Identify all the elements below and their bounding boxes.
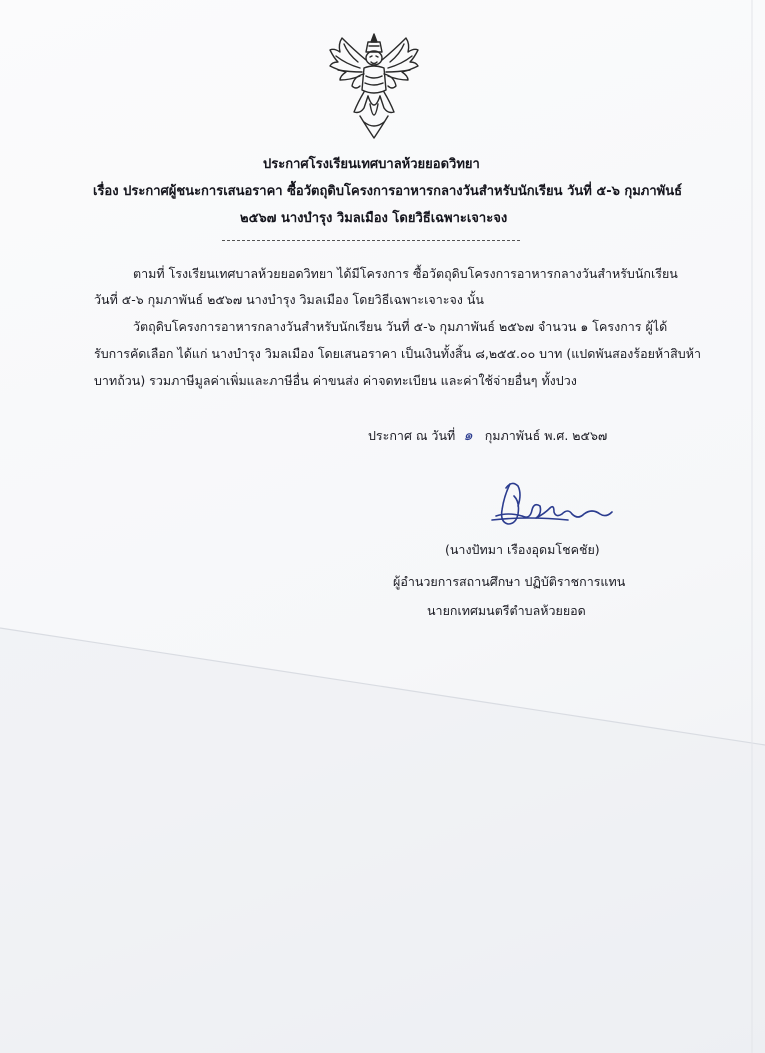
paragraph1-line1: ตามที่ โรงเรียนเทศบาลห้วยยอดวิทยา ได้มีโครงการ ซื้อวัตถุดิบโครงการอาหารกลางวันสำหรับนักเรียน: [133, 266, 678, 281]
signatory-name: (นางปัทมา เรืองอุดมโชคชัย): [445, 542, 600, 557]
handwritten-signature: [488, 476, 618, 538]
document-subject-line2: ๒๕๖๗ นางบำรุง วิมลเมือง โดยวิธีเฉพาะเจาะจง: [240, 211, 508, 226]
document-subject-line1: เรื่อง ประกาศผู้ชนะการเสนอราคา ซื้อวัตถุดิบโครงการอาหารกลางวันสำหรับนักเรียน วันที่ ๕-๖ กุมภาพันธ์: [93, 184, 683, 199]
announcement-prefix: ประกาศ ณ วันที่: [368, 428, 456, 443]
announcement-date: [368, 423, 607, 447]
signatory-position2: นายกเทศมนตรีตำบลห้วยยอด: [427, 603, 586, 618]
paragraph2-line2: รับการคัดเลือก ได้แก่ นางบำรุง วิมลเมือง โดยเสนอราคา เป็นเงินทั้งสิ้น ๘,๒๕๕.๐๐ บาท (แปดพันสองร้อยห้าสิบห้า: [94, 346, 701, 361]
signatory-position1: ผู้อำนวยการสถานศึกษา ปฏิบัติราชการแทน: [393, 574, 626, 589]
header-divider: [222, 240, 520, 241]
announcement-month-year: กุมภาพันธ์ พ.ศ. ๒๕๖๗: [484, 428, 608, 443]
paragraph2-line1: วัตถุดิบโครงการอาหารกลางวันสำหรับนักเรียน วันที่ ๕-๖ กุมภาพันธ์ ๒๕๖๗ จำนวน ๑ โครงการ ผู้ได้: [133, 319, 668, 334]
paragraph1-line2: วันที่ ๕-๖ กุมภาพันธ์ ๒๕๖๗ นางบำรุง วิมลเมือง โดยวิธีเฉพาะเจาะจง นั้น: [94, 292, 484, 307]
document-title: ประกาศโรงเรียนเทศบาลห้วยยอดวิทยา: [263, 157, 480, 172]
announcement-day: ๑: [463, 426, 473, 444]
paragraph2-line3: บาทถ้วน) รวมภาษีมูลค่าเพิ่มและภาษีอื่น ค่าขนส่ง ค่าจดทะเบียน และค่าใช้จ่ายอื่นๆ ทั้งปวง: [94, 373, 577, 388]
garuda-emblem-icon: [324, 30, 424, 145]
